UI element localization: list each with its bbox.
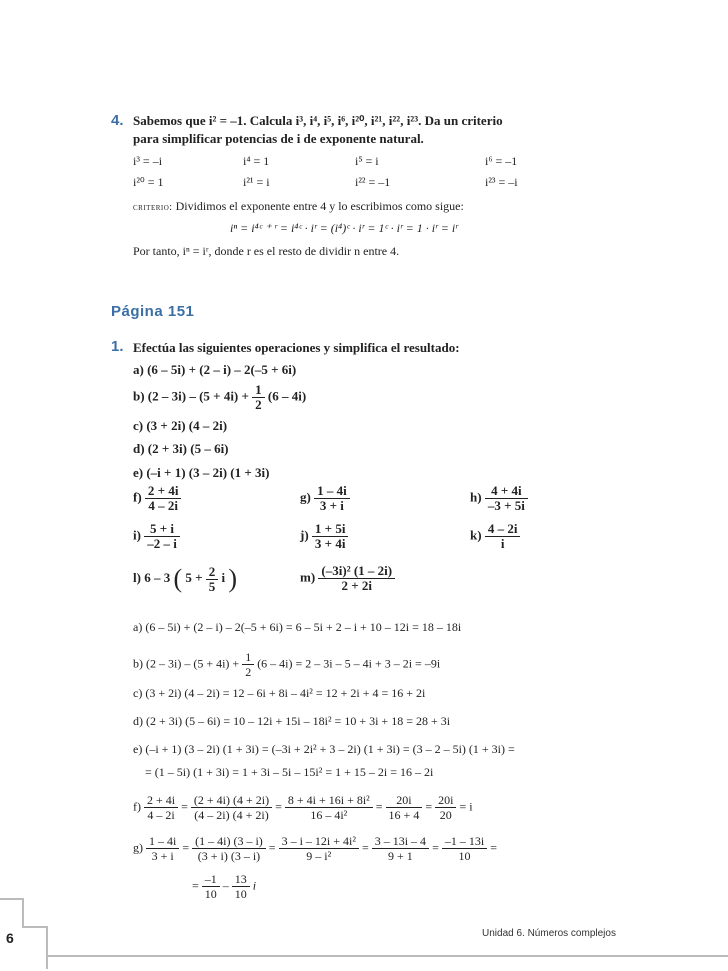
solution-b: b) (2 – 3i) – (5 + 4i) + $\frac{1}{2}$ (6 – 4i) = 2 – 3i – 5 – 4i + 3 – 2i = –9i <box>133 650 441 679</box>
item-c: c) (3 + 2i) (4 – 2i) <box>133 418 228 433</box>
solution-e-1: e) (–i + 1) (3 – 2i) (1 + 3i) = (–3i + 2i² + 3 – 2i) (1 + 3i) = (3 – 2 – 5i) (1 + 3i) = <box>133 742 515 756</box>
item-k: k) $\frac{4 - 2i}{i}$ <box>470 522 520 551</box>
exercise-4-statement-1: Sabemos que i² = –1. Calcula i³, i⁴, i⁵, i⁶, i²⁰, i²¹, i²², i²³. Da un criterio <box>133 113 503 128</box>
page-frame-bottom <box>48 955 728 957</box>
solution-f: f) $\frac{2 + 4i}{4 - 2i}$ = $\frac{(2 + 4i) (4 + 2i)}{(4 - 2i) (4 + 2i)}$ = $\frac{\text{8 + 4i + 16i + 8i²}}{\text{16 – 4i²}}$ = $\frac{20i}{16 + 4}$ = $\frac{20i}{20}$ = i <box>133 793 473 822</box>
item-e: e) (–i + 1) (3 – 2i) (1 + 3i) <box>133 465 270 480</box>
solution-c: c) (3 + 2i) (4 – 2i) = 12 – 6i + 8i – 4i² = 12 + 2i + 4 = 16 + 2i <box>133 686 426 700</box>
page-number: 6 <box>6 930 14 946</box>
criterio-conclusion: Por tanto, iⁿ = iʳ, donde r es el resto de dividir n entre 4. <box>133 244 400 258</box>
item-l: l) 6 – 3 ( 5 + $\frac{2}{5}$ i ) <box>133 563 238 594</box>
item-h: h) $\frac{4 + 4i}{-3 + 5i}$ <box>470 484 528 513</box>
item-d: d) (2 + 3i) (5 – 6i) <box>133 441 229 456</box>
criterio-formula: iⁿ = i⁴ᶜ ⁺ ʳ = i⁴ᶜ · iʳ = (i⁴)ᶜ · iʳ = 1ᶜ · iʳ = 1 · iʳ = iʳ <box>230 221 458 235</box>
solution-d: d) (2 + 3i) (5 – 6i) = 10 – 12i + 15i – 18i² = 10 + 3i + 18 = 28 + 3i <box>133 714 451 728</box>
exercise-1-number: 1. <box>111 338 124 355</box>
item-f: f) $\frac{2 + 4i}{4 - 2i}$ <box>133 484 181 513</box>
exercise-4-number: 4. <box>111 112 124 129</box>
exercise-1-statement: Efectúa las siguientes operaciones y simplifica el resultado: <box>133 340 460 355</box>
solution-e-2: = (1 – 5i) (1 + 3i) = 1 + 3i – 5i – 15i² = 1 + 15 – 2i = 16 – 2i <box>145 765 434 779</box>
item-a: a) (6 – 5i) + (2 – i) – 2(–5 + 6i) <box>133 362 297 377</box>
item-b: b) (2 – 3i) – (5 + 4i) + $\frac{1}{2}$ (6 – 4i) <box>133 382 307 412</box>
item-i: i) $\frac{5 + i}{-2 - i}$ <box>133 522 180 551</box>
item-m: m) $\frac{\text{(–3i)² (1 – 2i)}}{2 + 2i}$ <box>300 564 395 593</box>
solution-a: a) (6 – 5i) + (2 – i) – 2(–5 + 6i) = 6 – 5i + 2 – i + 10 – 12i = 18 – 18i <box>133 620 462 634</box>
criterio-line: criterio: Dividimos el exponente entre 4 y lo escribimos como sigue: <box>133 199 464 213</box>
footer-unit-title: Unidad 6. Números complejos <box>482 928 616 939</box>
page-title: Página 151 <box>111 303 195 320</box>
item-g: g) $\frac{1 - 4i}{3 + i}$ <box>300 484 350 513</box>
solution-g: g) $\frac{1 - 4i}{3 + i}$ = $\frac{(1 - 4i) (3 - i)}{(3 + i) (3 - i)}$ = $\frac{\text{3 – i – 12i + 4i²}}{\text{9 – i²}}$ = $\frac{3 - 13i - 4}{9 + 1}$ = $\frac{-1 - 13i}{10}$ = <box>133 834 497 863</box>
solution-g-result: = $\frac{-1}{10}$ – $\frac{13}{10}$ i <box>192 872 257 901</box>
exercise-4-statement-2: para simplificar potencias de i de exponente natural. <box>133 131 424 146</box>
item-j: j) $\frac{1 + 5i}{3 + 4i}$ <box>300 522 348 551</box>
